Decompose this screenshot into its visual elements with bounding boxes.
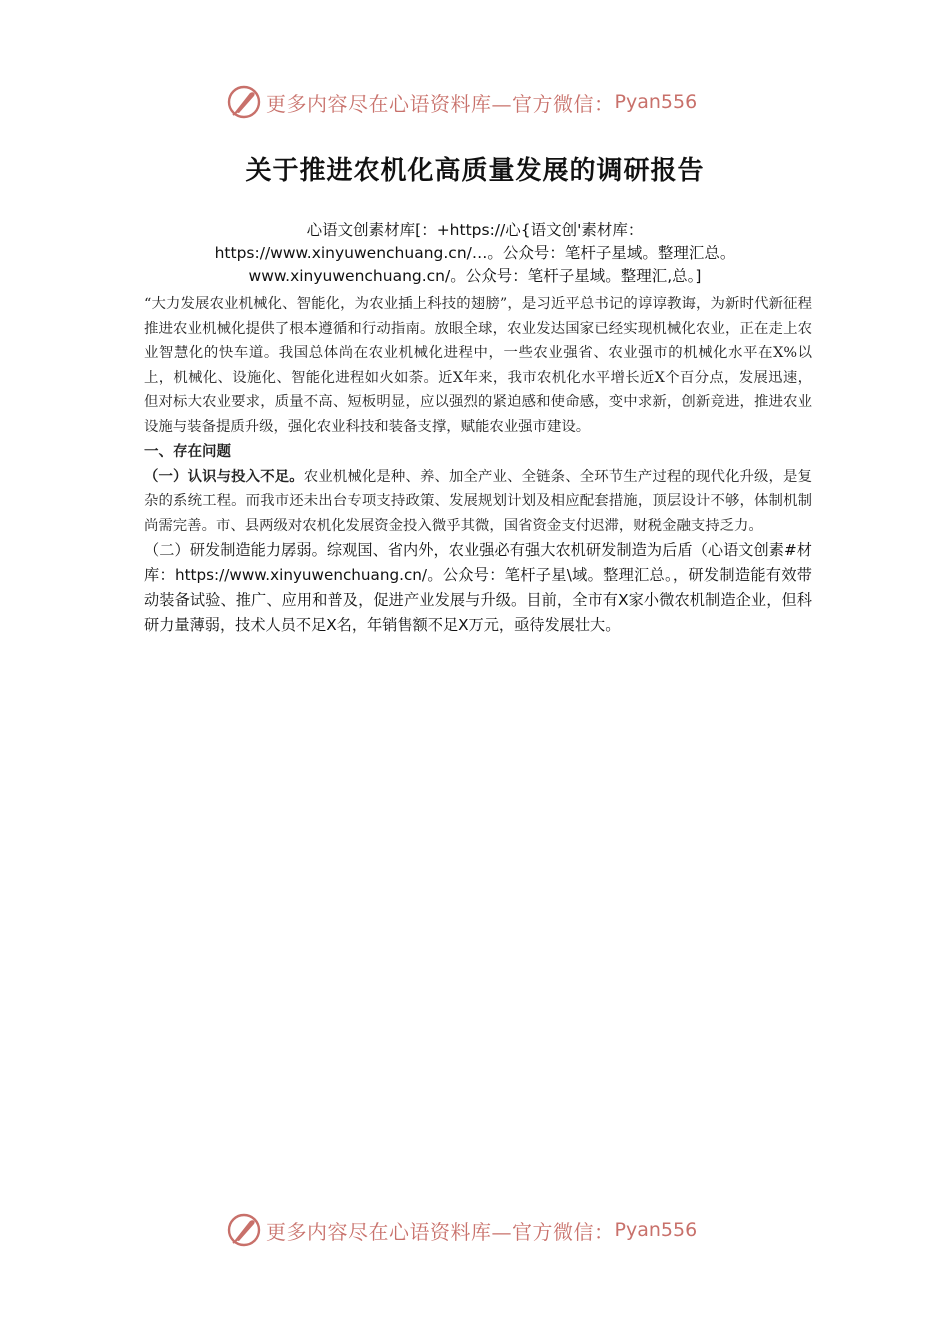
- problem-item-1: [144, 465, 812, 539]
- banner-text: 更多内容尽在心语资料库—官方微信：: [266, 91, 615, 116]
- problem-item-2: （二）研发制造能力孱弱。综观国、省内外，农业强必有强大农机研发制造为后盾（心语文创素#材库：https://www.xinyuwenchuang.cn/。公众号：笔杆子星\域。整理汇总。，研发制造能有效带动装备试验、推广、应用和普及，促进产业发展与升级。目前，全市有X家小微农机制造企业，但科研力量薄弱，技术人员不足X名，年销售额不足X万元，亟待发展壮大。: [144, 541, 812, 634]
- quill-pen-circle-icon: [226, 84, 262, 120]
- banner-wechat-handle: Pyan556: [614, 91, 698, 113]
- intro-paragraph: “大力发展农业机械化、智能化，为农业插上科技的翅膀”，是习近平总书记的谆谆教诲，为新时代新征程推进农业机械化提供了根本遵循和行动指南。放眼全球，农业发达国家已经实现机械化农业，正在走上农业智慧化的快车道。我国总体尚在农业机械化进程中，一些农业强省、农业强市的机械化水平在X%以上，机械化、设施化、智能化进程如火如荼。近X年来，我市农机化水平增长近X个百分点，发展迅速，但对标大农业要求，质量不高、短板明显，应以强烈的紧迫感和使命感，变中求新，创新竞进，推进农业设施与装备提质升级，强化农业科技和装备支撑，赋能农业强市建设。: [144, 296, 812, 435]
- quill-pen-circle-icon: [226, 1212, 262, 1248]
- source-note: 心语文创素材库[：+https://心{语文创'素材库：https://www.xinyuwenchuang.cn/…。公众号：笔杆子星域。整理汇总。www.xinyuwenchuang.cn/。公众号：笔杆子星域。整理汇,总。]: [214, 221, 736, 285]
- footer-banner: [226, 1210, 726, 1250]
- banner-text: 更多内容尽在心语资料库—官方微信：: [266, 1219, 615, 1244]
- section-heading-problems: 一、存在问题: [144, 443, 231, 460]
- banner-wechat-handle: Pyan556: [614, 1219, 698, 1241]
- problem-item-1-lead: （一）认识与投入不足。: [144, 468, 304, 485]
- problem-item-1-body: 农业机械化是种、养、加全产业、全链条、全环节生产过程的现代化升级，是复杂的系统工程。而我市还未出台专项支持政策、发展规划计划及相应配套措施，顶层设计不够，体制机制尚需完善。市、县两级对农机化发展资金投入微乎其微，国省资金支付迟滞，财税金融支持乏力。: [144, 468, 812, 534]
- document-title: 关于推进农机化高质量发展的调研报告: [245, 156, 705, 186]
- header-banner: [226, 82, 726, 122]
- document-body: [144, 292, 812, 638]
